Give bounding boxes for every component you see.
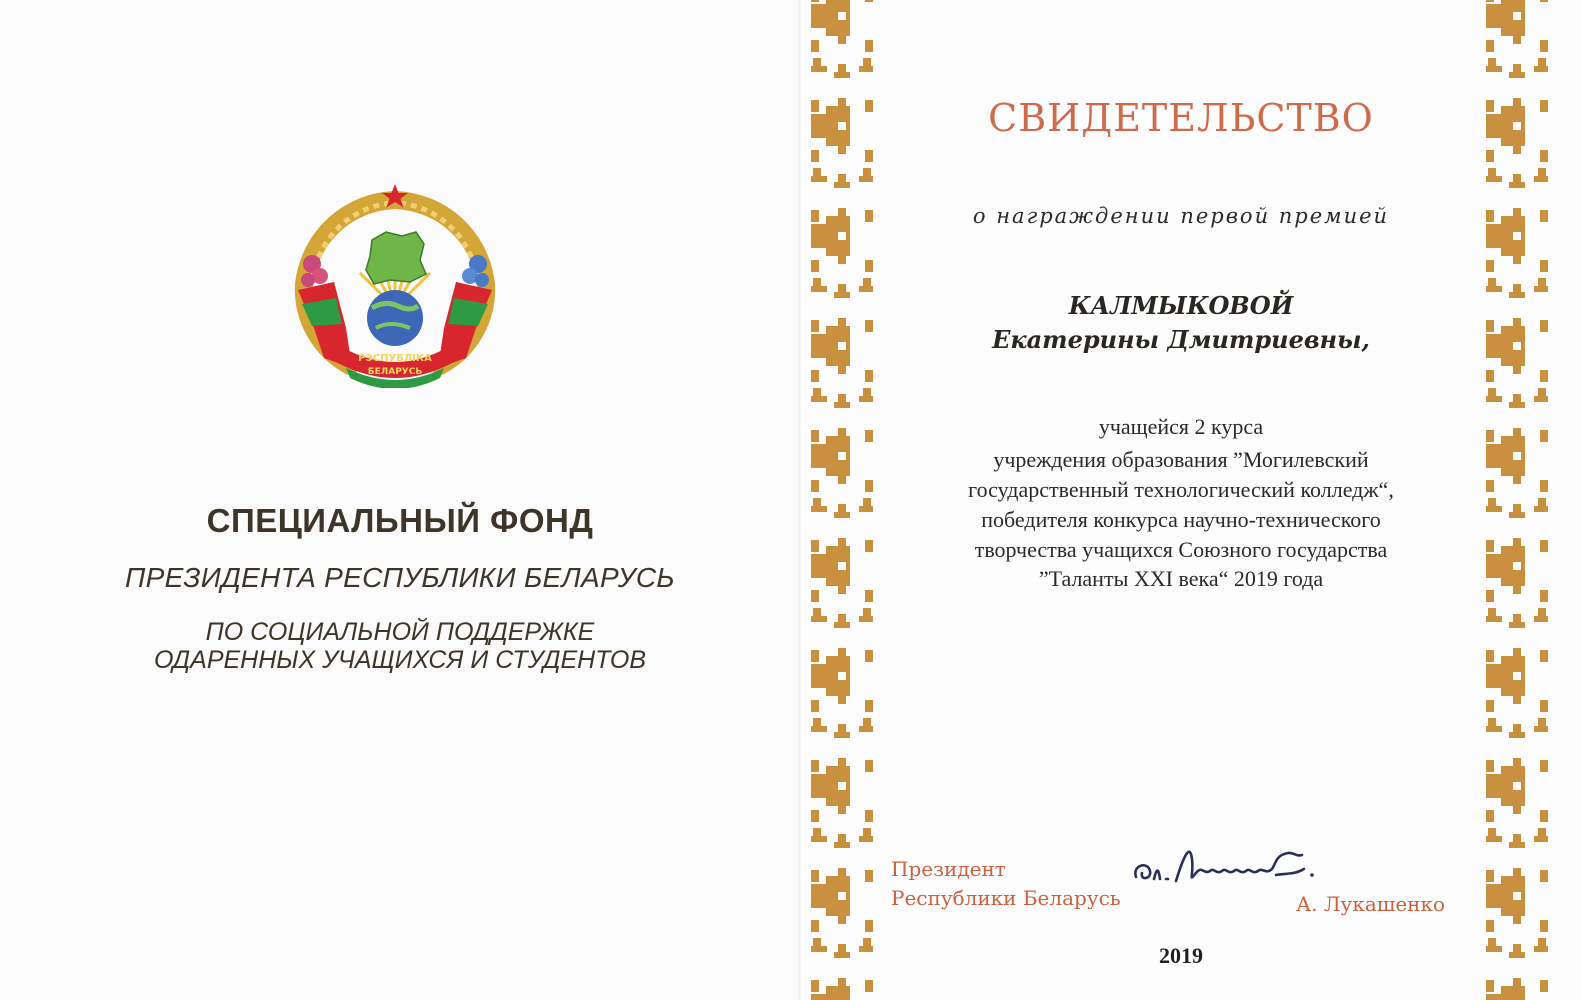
ornament-motif	[1486, 428, 1548, 518]
ornament-motif	[811, 868, 873, 958]
ornament-motif	[811, 318, 873, 408]
recipient-names: Екатерины Дмитриевны,	[992, 325, 1370, 354]
ornament-motif	[1486, 978, 1548, 1000]
fund-subtitle: ПРЕЗИДЕНТА РЕСПУБЛИКИ БЕЛАРУСЬ	[125, 562, 675, 593]
fund-title: СПЕЦИАЛЬНЫЙ ФОНД	[206, 502, 594, 539]
certificate-subtitle: о награждении первой премией	[972, 204, 1390, 228]
folk-ornament-border-left	[811, 0, 873, 1000]
body-line: творчества учащихся Союзного государства	[974, 537, 1388, 562]
state-emblem-icon	[290, 178, 500, 388]
body-line: победителя конкурса научно-технического	[981, 507, 1381, 532]
ornament-motif	[1486, 0, 1548, 78]
signatory-title-line-2: Республики Беларусь	[891, 886, 1121, 910]
ornament-motif	[811, 98, 873, 188]
ornament-motif	[1486, 758, 1548, 848]
fund-purpose-line-1: ПО СОЦИАЛЬНОЙ ПОДДЕРЖКЕ	[205, 618, 595, 646]
ornament-motif	[1486, 208, 1548, 298]
ornament-motif	[811, 208, 873, 298]
body-line: государственный технологический колледж“,	[968, 477, 1394, 502]
body-line: учащейся 2 курса	[1098, 414, 1264, 439]
body-line: учреждения образования ”Могилевский	[993, 447, 1369, 472]
ornament-motif	[811, 758, 873, 848]
ornament-motif	[811, 0, 873, 78]
ornament-motif	[811, 978, 873, 1000]
ornament-motif	[1486, 868, 1548, 958]
signatory-name: А. Лукашенко	[1296, 892, 1446, 916]
fund-purpose-line-2: ОДАРЕННЫХ УЧАЩИХСЯ И СТУДЕНТОВ	[153, 646, 647, 674]
emblem-ribbon-bottom-text: БЕЛАРУСЬ	[367, 367, 423, 377]
ornament-motif	[811, 648, 873, 738]
certificate-title: СВИДЕТЕЛЬСТВО	[988, 96, 1374, 140]
right-page	[801, 0, 1581, 1000]
ornament-motif	[811, 538, 873, 628]
emblem-ribbon-top-text: РЭСПУБЛІКА	[358, 353, 432, 364]
ornament-motif	[811, 428, 873, 518]
ornament-motif	[1486, 538, 1548, 628]
recipient-surname: КАЛМЫКОВОЙ	[1068, 291, 1294, 320]
certificate-year: 2019	[1159, 943, 1203, 968]
ornament-motif	[1486, 648, 1548, 738]
folk-ornament-border-right	[1486, 0, 1548, 1000]
signatory-title-line-1: Президент	[891, 857, 1006, 881]
signature-icon	[1126, 835, 1346, 895]
ornament-motif	[1486, 318, 1548, 408]
body-line: ”Таланты XXI века“ 2019 года	[1038, 566, 1324, 591]
ornament-motif	[1486, 98, 1548, 188]
